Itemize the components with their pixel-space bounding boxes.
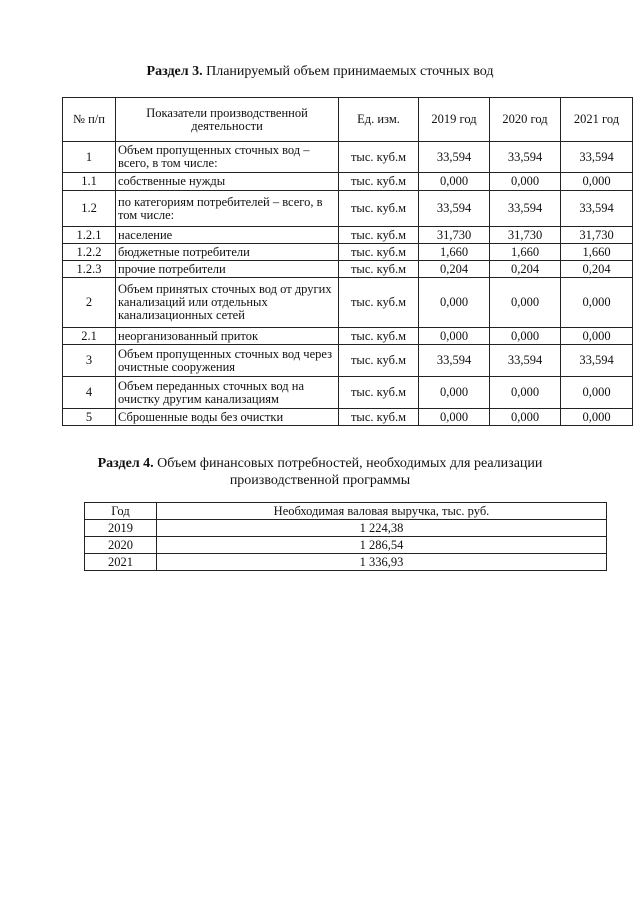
row-value-2021: 0,000 xyxy=(561,173,633,191)
table-row xyxy=(85,554,607,571)
row-value-2019: 0,000 xyxy=(419,377,490,409)
row-unit: тыс. куб.м xyxy=(339,278,419,328)
row-num: 3 xyxy=(63,345,116,377)
row-unit: тыс. куб.м xyxy=(339,142,419,173)
table-row xyxy=(63,173,633,191)
row-num: 1.2.3 xyxy=(63,261,116,278)
table-row xyxy=(63,278,633,328)
row-value-2021: 33,594 xyxy=(561,142,633,173)
row-year: 2019 xyxy=(85,520,157,537)
row-value-2019: 0,000 xyxy=(419,278,490,328)
row-num: 5 xyxy=(63,409,116,426)
row-name: Объем пропущенных сточных вод через очистные сооружения xyxy=(116,345,339,377)
table-row xyxy=(63,227,633,244)
row-name: Сброшенные воды без очистки xyxy=(116,409,339,426)
section4-table xyxy=(84,502,607,571)
row-value-2019: 33,594 xyxy=(419,191,490,227)
header-unit: Ед. изм. xyxy=(339,98,419,142)
table-row xyxy=(63,142,633,173)
row-value-2020: 0,000 xyxy=(490,377,561,409)
row-value-2021: 31,730 xyxy=(561,227,633,244)
header-year: Год xyxy=(85,503,157,520)
row-value-2020: 0,000 xyxy=(490,409,561,426)
row-name: Объем принятых сточных вод от других канализаций или отдельных канализационных сетей xyxy=(116,278,339,328)
row-value-2020: 31,730 xyxy=(490,227,561,244)
row-value-2019: 0,000 xyxy=(419,328,490,345)
row-value-2021: 33,594 xyxy=(561,191,633,227)
section3-prefix: Раздел 3. xyxy=(146,64,203,79)
row-unit: тыс. куб.м xyxy=(339,244,419,261)
table-row xyxy=(63,244,633,261)
row-value-2021: 0,204 xyxy=(561,261,633,278)
row-revenue: 1 286,54 xyxy=(157,537,607,554)
row-value-2019: 0,000 xyxy=(419,173,490,191)
row-value-2019: 1,660 xyxy=(419,244,490,261)
section3-title: Планируемый объем принимаемых сточных вод xyxy=(206,64,494,79)
header-2019: 2019 год xyxy=(419,98,490,142)
row-value-2021: 1,660 xyxy=(561,244,633,261)
row-value-2021: 33,594 xyxy=(561,345,633,377)
row-year: 2020 xyxy=(85,537,157,554)
section3-heading xyxy=(0,63,640,80)
row-unit: тыс. куб.м xyxy=(339,191,419,227)
row-value-2021: 0,000 xyxy=(561,328,633,345)
section4-title-line1: Объем финансовых потребностей, необходимых для реализации xyxy=(157,456,543,471)
row-unit: тыс. куб.м xyxy=(339,345,419,377)
row-value-2021: 0,000 xyxy=(561,278,633,328)
table-row xyxy=(63,261,633,278)
row-year: 2021 xyxy=(85,554,157,571)
table-row xyxy=(63,328,633,345)
row-unit: тыс. куб.м xyxy=(339,377,419,409)
row-value-2021: 0,000 xyxy=(561,377,633,409)
row-unit: тыс. куб.м xyxy=(339,261,419,278)
row-value-2020: 1,660 xyxy=(490,244,561,261)
row-value-2020: 33,594 xyxy=(490,345,561,377)
header-revenue: Необходимая валовая выручка, тыс. руб. xyxy=(157,503,607,520)
row-name: собственные нужды xyxy=(116,173,339,191)
row-value-2019: 0,204 xyxy=(419,261,490,278)
header-2021: 2021 год xyxy=(561,98,633,142)
row-value-2020: 33,594 xyxy=(490,191,561,227)
table-header-row xyxy=(63,98,633,142)
row-revenue: 1 336,93 xyxy=(157,554,607,571)
row-name: по категориям потребителей – всего, в том числе: xyxy=(116,191,339,227)
row-value-2019: 33,594 xyxy=(419,345,490,377)
row-value-2020: 0,000 xyxy=(490,278,561,328)
row-num: 4 xyxy=(63,377,116,409)
row-value-2021: 0,000 xyxy=(561,409,633,426)
row-name: неорганизованный приток xyxy=(116,328,339,345)
row-num: 1.2.2 xyxy=(63,244,116,261)
row-value-2019: 31,730 xyxy=(419,227,490,244)
row-value-2020: 0,000 xyxy=(490,328,561,345)
section3-table xyxy=(62,97,633,426)
row-value-2019: 33,594 xyxy=(419,142,490,173)
section4-heading xyxy=(0,455,640,489)
table-row xyxy=(85,520,607,537)
row-name: население xyxy=(116,227,339,244)
row-unit: тыс. куб.м xyxy=(339,173,419,191)
row-value-2020: 0,204 xyxy=(490,261,561,278)
row-value-2019: 0,000 xyxy=(419,409,490,426)
row-name: прочие потребители xyxy=(116,261,339,278)
row-num: 2.1 xyxy=(63,328,116,345)
row-value-2020: 0,000 xyxy=(490,173,561,191)
row-name: бюджетные потребители xyxy=(116,244,339,261)
row-num: 1.2 xyxy=(63,191,116,227)
row-unit: тыс. куб.м xyxy=(339,328,419,345)
table-row xyxy=(85,537,607,554)
row-name: Объем пропущенных сточных вод – всего, в том числе: xyxy=(116,142,339,173)
section4-title-line2: производственной программы xyxy=(229,473,411,488)
row-value-2020: 33,594 xyxy=(490,142,561,173)
table-header-row xyxy=(85,503,607,520)
table-row xyxy=(63,409,633,426)
row-num: 1.2.1 xyxy=(63,227,116,244)
table-row xyxy=(63,377,633,409)
row-name: Объем переданных сточных вод на очистку другим канализациям xyxy=(116,377,339,409)
header-indicator: Показатели производственной деятельности xyxy=(116,98,339,142)
row-num: 1.1 xyxy=(63,173,116,191)
row-revenue: 1 224,38 xyxy=(157,520,607,537)
header-2020: 2020 год xyxy=(490,98,561,142)
table-row xyxy=(63,345,633,377)
header-num: № п/п xyxy=(63,98,116,142)
row-unit: тыс. куб.м xyxy=(339,227,419,244)
row-num: 2 xyxy=(63,278,116,328)
row-num: 1 xyxy=(63,142,116,173)
row-unit: тыс. куб.м xyxy=(339,409,419,426)
table-row xyxy=(63,191,633,227)
section4-prefix: Раздел 4. xyxy=(97,456,154,471)
